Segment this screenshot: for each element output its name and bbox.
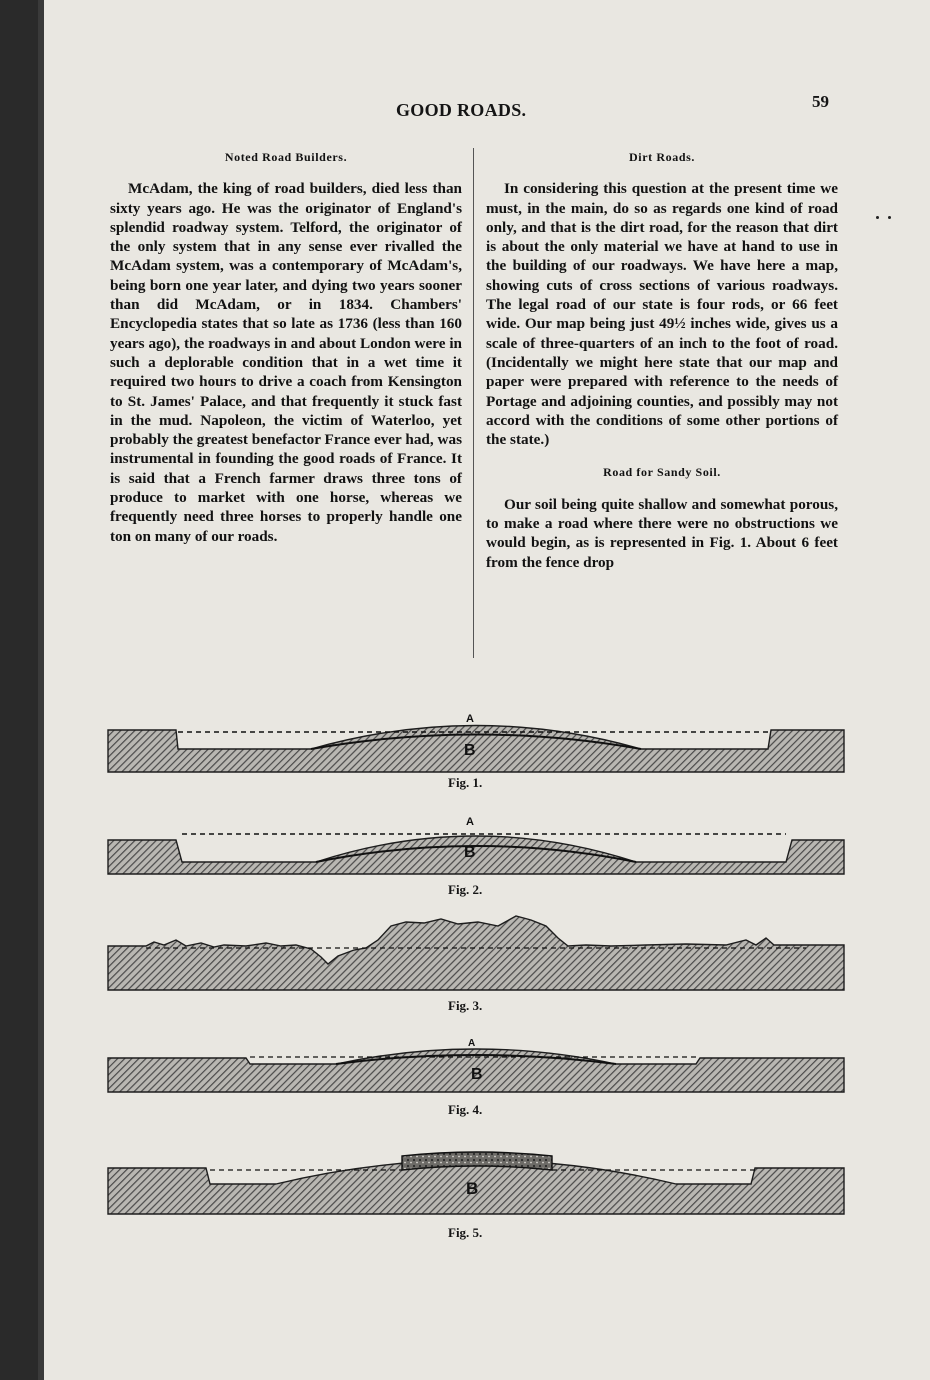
section-heading-noted-road-builders: Noted Road Builders. <box>224 150 348 164</box>
figure-1-caption: Fig. 1. <box>448 775 483 790</box>
margin-speck <box>888 216 891 219</box>
page <box>38 0 930 1380</box>
figure-4-label-a: A <box>468 1038 476 1049</box>
page-edge-shadow <box>38 0 44 1380</box>
figure-5-label-b: B <box>466 1179 479 1198</box>
figure-4-caption: Fig. 4. <box>448 1102 483 1117</box>
column-divider <box>473 148 474 658</box>
page-number: 59 <box>812 92 829 111</box>
figure-4-label-b: B <box>471 1066 483 1083</box>
running-title: GOOD ROADS. <box>396 100 527 120</box>
figure-1-cross-section <box>106 702 846 774</box>
section-heading-dirt-roads: Dirt Roads. <box>629 150 695 164</box>
figure-2-caption: Fig. 2. <box>448 882 483 897</box>
figure-5-cross-section <box>106 1140 846 1218</box>
paragraph-sandy-soil: Our soil being quite shallow and somewhat porous, to make a road where there were no obstructions we would begin, as is represented in Fig. 1. About 6 feet from the fence drop <box>486 495 838 571</box>
figure-3-cross-section <box>106 912 846 994</box>
figure-1-label-b: B <box>464 742 476 759</box>
figure-2-label-b: B <box>464 844 476 861</box>
figure-2-cross-section <box>106 812 846 878</box>
paragraph-dirt-roads: In considering this question at the present time we must, in the main, do so as regards one kind of road only, and that is the dirt road, for the reason that dirt is about the only material we have at hand to use in the building of our roadways. We have here a map, showing cuts of cross sections of various roadways. The legal road of our state is four rods, or 66 feet wide. Our map being just 49½ inches wide, gives us a scale of three-quarters of an inch to the foot of road. (Incidentally we might here state that our map and paper were prepared with reference to the needs of Portage and adjoining counties, and possibly may not accord with the conditions of some other portions of the state.) <box>486 180 838 449</box>
figure-1-label-a: A <box>466 713 474 725</box>
margin-speck <box>876 216 879 219</box>
figure-2-label-a: A <box>466 816 474 828</box>
figure-4-cross-section <box>106 1034 846 1096</box>
paragraph-road-builders: McAdam, the king of road builders, died less than sixty years ago. He was the originator of England's splendid roadway system. Telford, the originator of the only system that in any sense ever rivalled the McAdam system, was a contemporary of McAdam's, being born one year later, and dying two years sooner than did McAdam, or in 1834. Chambers' Encyclopedia states that so late as 1736 (less than 160 years ago), the roadways in and about London were in such a deplorable condition that in a wet time it required two hours to drive a coach from Kensington to St. James' Palace, and that frequently it stuck fast in the mud. Napoleon, the victim of Waterloo, yet probably the greatest benefactor France ever had, was instrumental in founding the good roads of France. It is said that a French farmer draws three tons of produce to market with one horse, whereas we frequently need three horses to properly handle one ton on many of our roads. <box>110 180 462 545</box>
left-column <box>110 148 462 546</box>
section-heading-sandy-soil: Road for Sandy Soil. <box>603 465 721 480</box>
figure-3-caption: Fig. 3. <box>448 998 483 1013</box>
right-column <box>486 148 838 572</box>
figure-5-caption: Fig. 5. <box>448 1225 483 1240</box>
